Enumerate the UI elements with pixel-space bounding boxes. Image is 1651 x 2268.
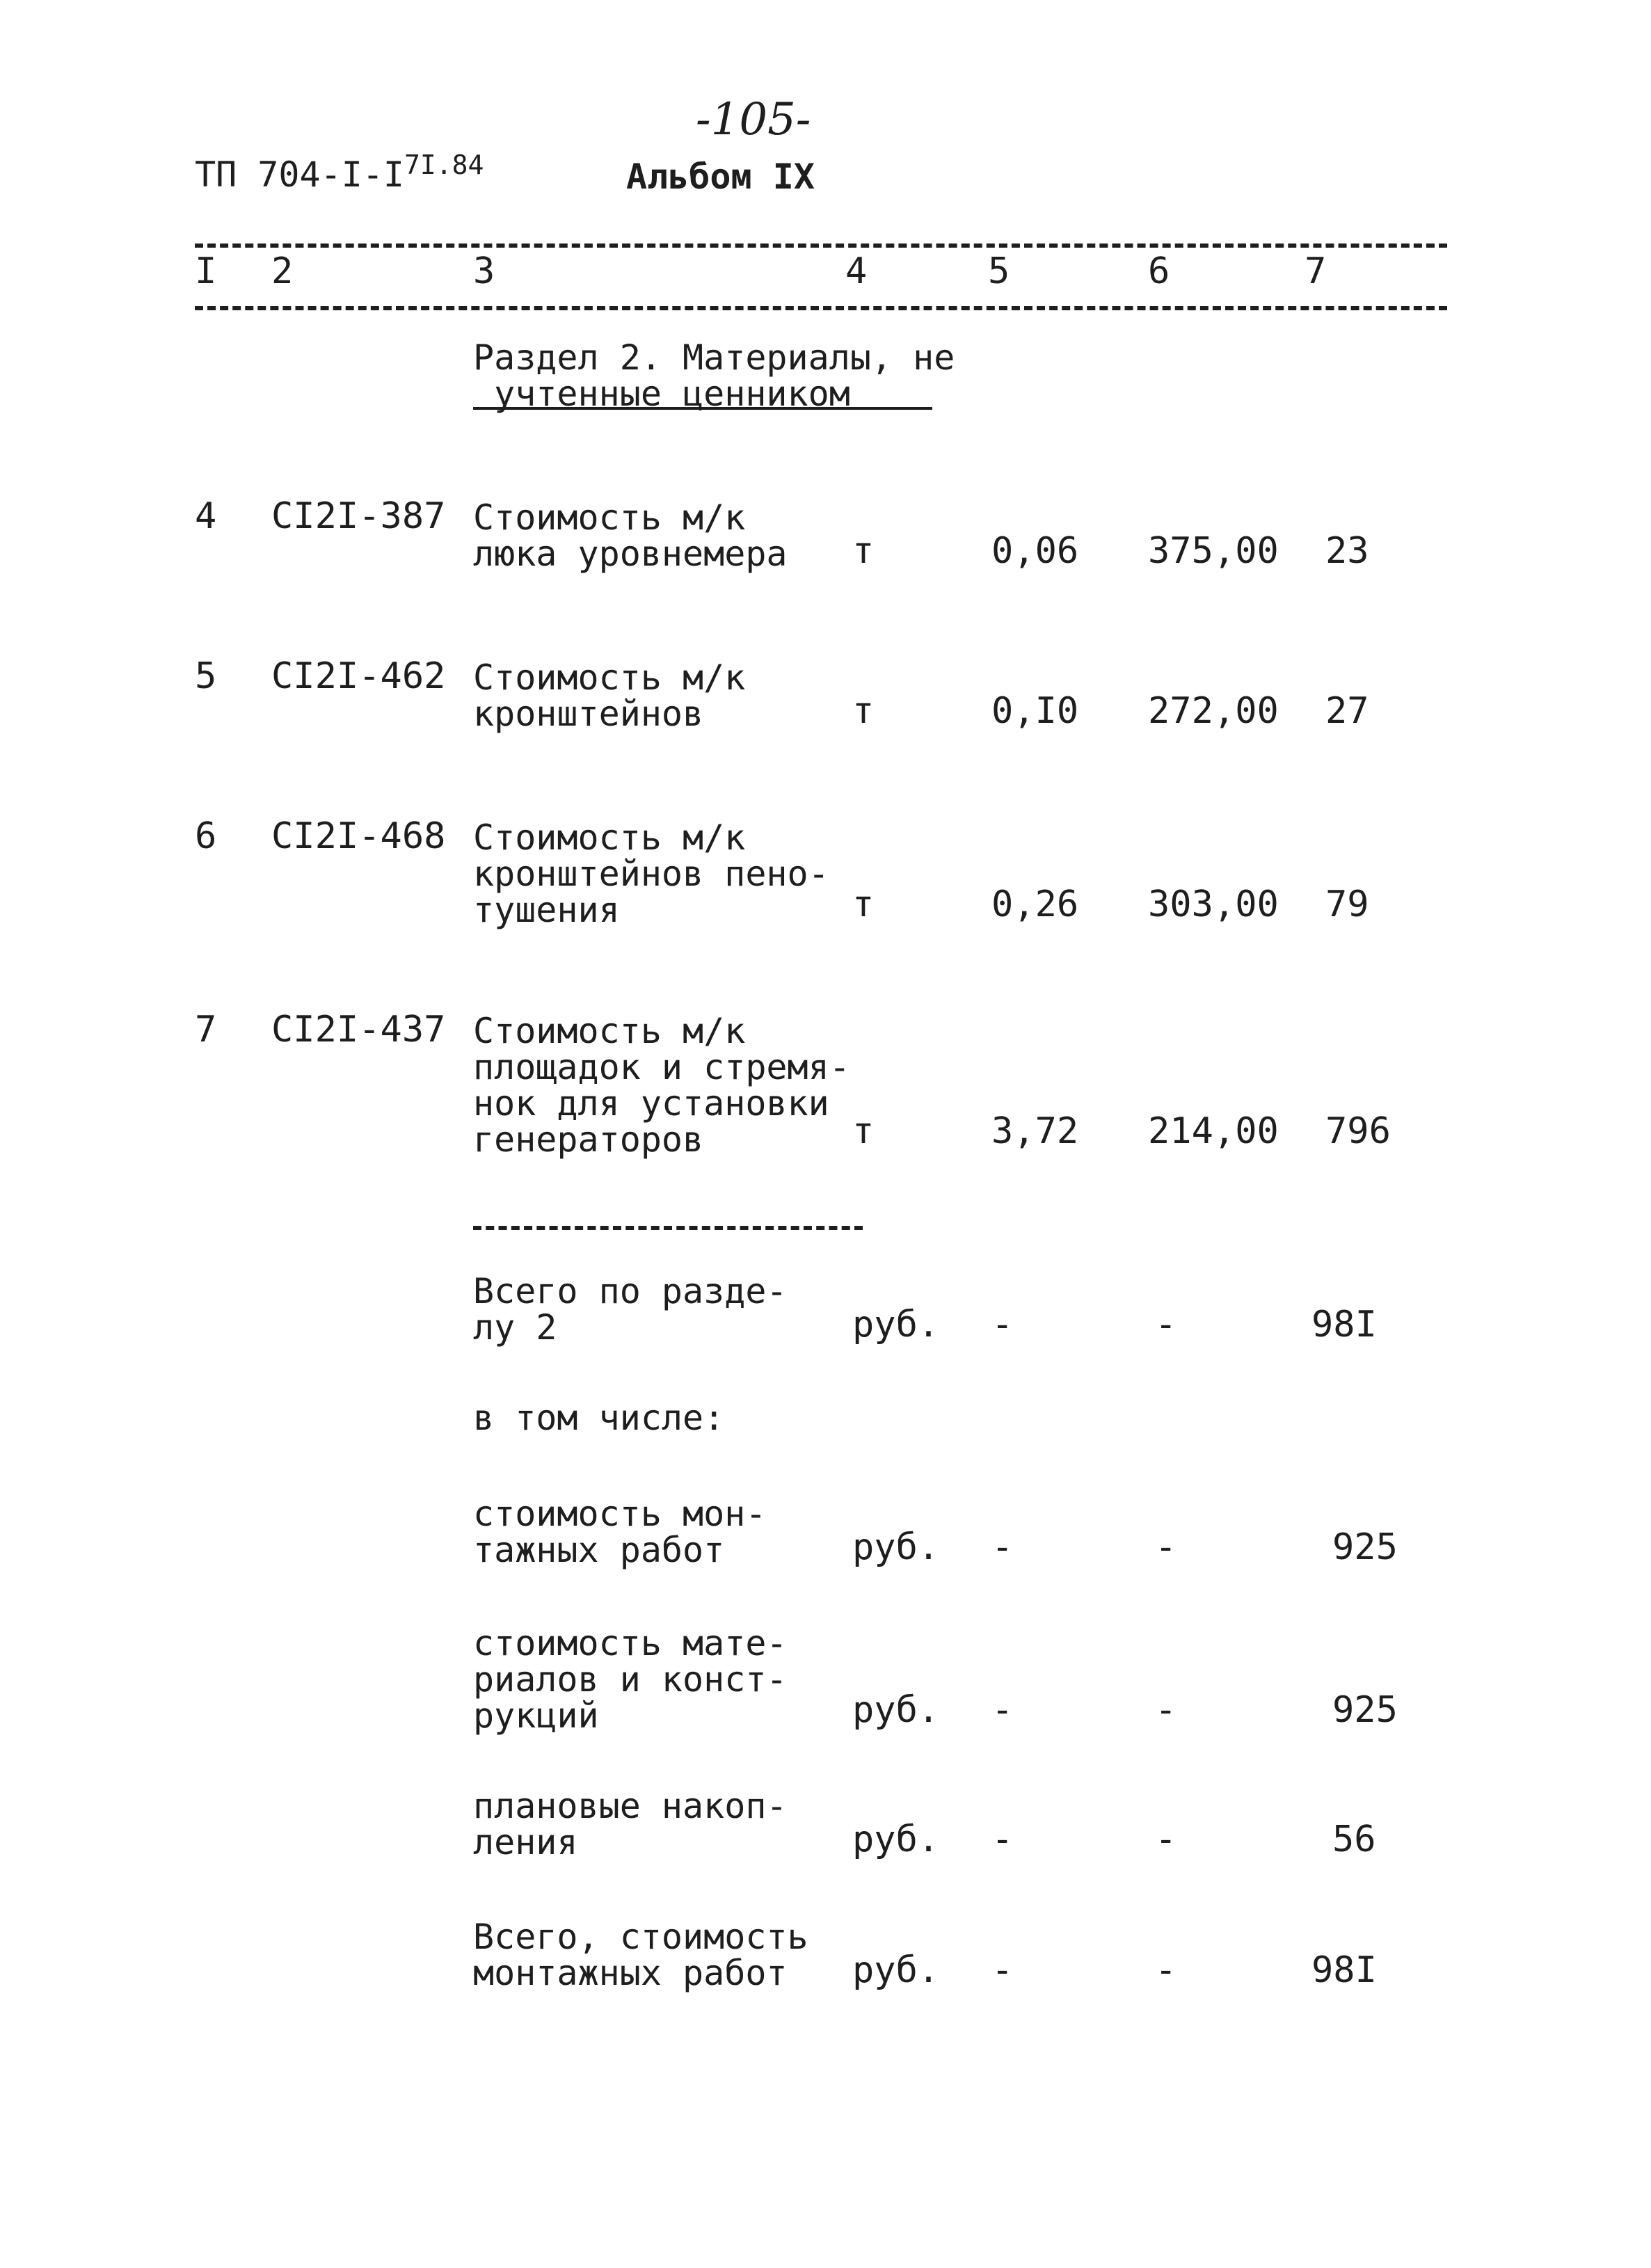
- row-number: 5: [195, 655, 217, 697]
- summary-quantity: -: [991, 1304, 1014, 1345]
- header-rule-bottom: [195, 306, 1447, 310]
- row-code: CI2I-387: [271, 495, 446, 537]
- summary-unit: руб.: [852, 1819, 940, 1860]
- row-unit: т: [852, 690, 875, 732]
- page-number: -105-: [696, 94, 811, 145]
- row-price: 272,00: [1148, 690, 1279, 732]
- summary-description: Всего, стоимость монтажных работ: [473, 1917, 808, 1993]
- row-number: 7: [195, 1009, 217, 1051]
- album-label: Альбом IX: [626, 157, 815, 197]
- summary-description: Всего по разде- лу 2: [473, 1271, 788, 1348]
- column-number-4: 4: [845, 250, 868, 292]
- summary-price: -: [1155, 1819, 1177, 1860]
- row-quantity: 0,26: [991, 884, 1079, 925]
- row-code: CI2I-462: [271, 655, 446, 697]
- column-number-1: I: [195, 250, 217, 292]
- row-price: 214,00: [1148, 1110, 1279, 1152]
- summary-price: -: [1155, 1689, 1177, 1731]
- summary-unit: руб.: [852, 1689, 940, 1731]
- summary-description: стоимость мате- риалов и конст- рукций: [473, 1623, 788, 1736]
- summary-total: 925: [1332, 1526, 1398, 1568]
- summary-total: 98I: [1311, 1949, 1377, 1991]
- row-unit: т: [852, 530, 875, 572]
- row-description: Стоимость м/к площадок и стремя- нок для установки генераторов: [473, 1011, 850, 1160]
- summary-description: плановые накоп- ления: [473, 1786, 788, 1862]
- row-quantity: 0,06: [991, 530, 1079, 572]
- document-code-superscript: 7I.84: [404, 150, 484, 180]
- summary-quantity: -: [991, 1819, 1014, 1860]
- section-title-underline: [473, 407, 932, 410]
- header-rule-top: [195, 243, 1447, 248]
- row-total: 79: [1325, 884, 1369, 925]
- summary-total: 98I: [1311, 1304, 1377, 1345]
- summary-total: 925: [1332, 1689, 1398, 1731]
- summary-subheading: в том числе:: [473, 1398, 725, 1438]
- summary-quantity: -: [991, 1526, 1014, 1568]
- section-title: Раздел 2. Материалы, не учтенные ценником: [473, 337, 955, 414]
- column-number-2: 2: [271, 250, 294, 292]
- column-number-6: 6: [1148, 250, 1170, 292]
- row-total: 23: [1325, 530, 1369, 572]
- summary-price: -: [1155, 1304, 1177, 1345]
- summary-unit: руб.: [852, 1949, 940, 1991]
- summary-total: 56: [1332, 1819, 1376, 1860]
- summary-price: -: [1155, 1949, 1177, 1991]
- row-number: 6: [195, 815, 217, 857]
- row-total: 796: [1325, 1110, 1391, 1152]
- summary-separator: [473, 1226, 863, 1230]
- row-code: CI2I-437: [271, 1009, 446, 1051]
- row-quantity: 0,I0: [991, 690, 1079, 732]
- row-code: CI2I-468: [271, 815, 446, 857]
- row-unit: т: [852, 884, 875, 925]
- row-number: 4: [195, 495, 217, 537]
- row-price: 375,00: [1148, 530, 1279, 572]
- document-code-main: ТП 704-I-I: [195, 154, 405, 195]
- summary-description: стоимость мон- тажных работ: [473, 1494, 767, 1570]
- column-number-7: 7: [1305, 250, 1327, 292]
- row-price: 303,00: [1148, 884, 1279, 925]
- summary-unit: руб.: [852, 1526, 940, 1568]
- summary-unit: руб.: [852, 1304, 940, 1345]
- summary-quantity: -: [991, 1689, 1014, 1731]
- row-description: Стоимость м/к кронштейнов пено- тушения: [473, 817, 829, 930]
- column-number-3: 3: [473, 250, 495, 292]
- row-unit: т: [852, 1110, 875, 1152]
- column-number-5: 5: [988, 250, 1010, 292]
- row-quantity: 3,72: [991, 1110, 1079, 1152]
- row-description: Стоимость м/к кронштейнов: [473, 657, 746, 734]
- row-total: 27: [1325, 690, 1369, 732]
- document-code: [195, 150, 484, 195]
- row-description: Стоимость м/к люка уровнемера: [473, 497, 788, 574]
- summary-price: -: [1155, 1526, 1177, 1568]
- summary-quantity: -: [991, 1949, 1014, 1991]
